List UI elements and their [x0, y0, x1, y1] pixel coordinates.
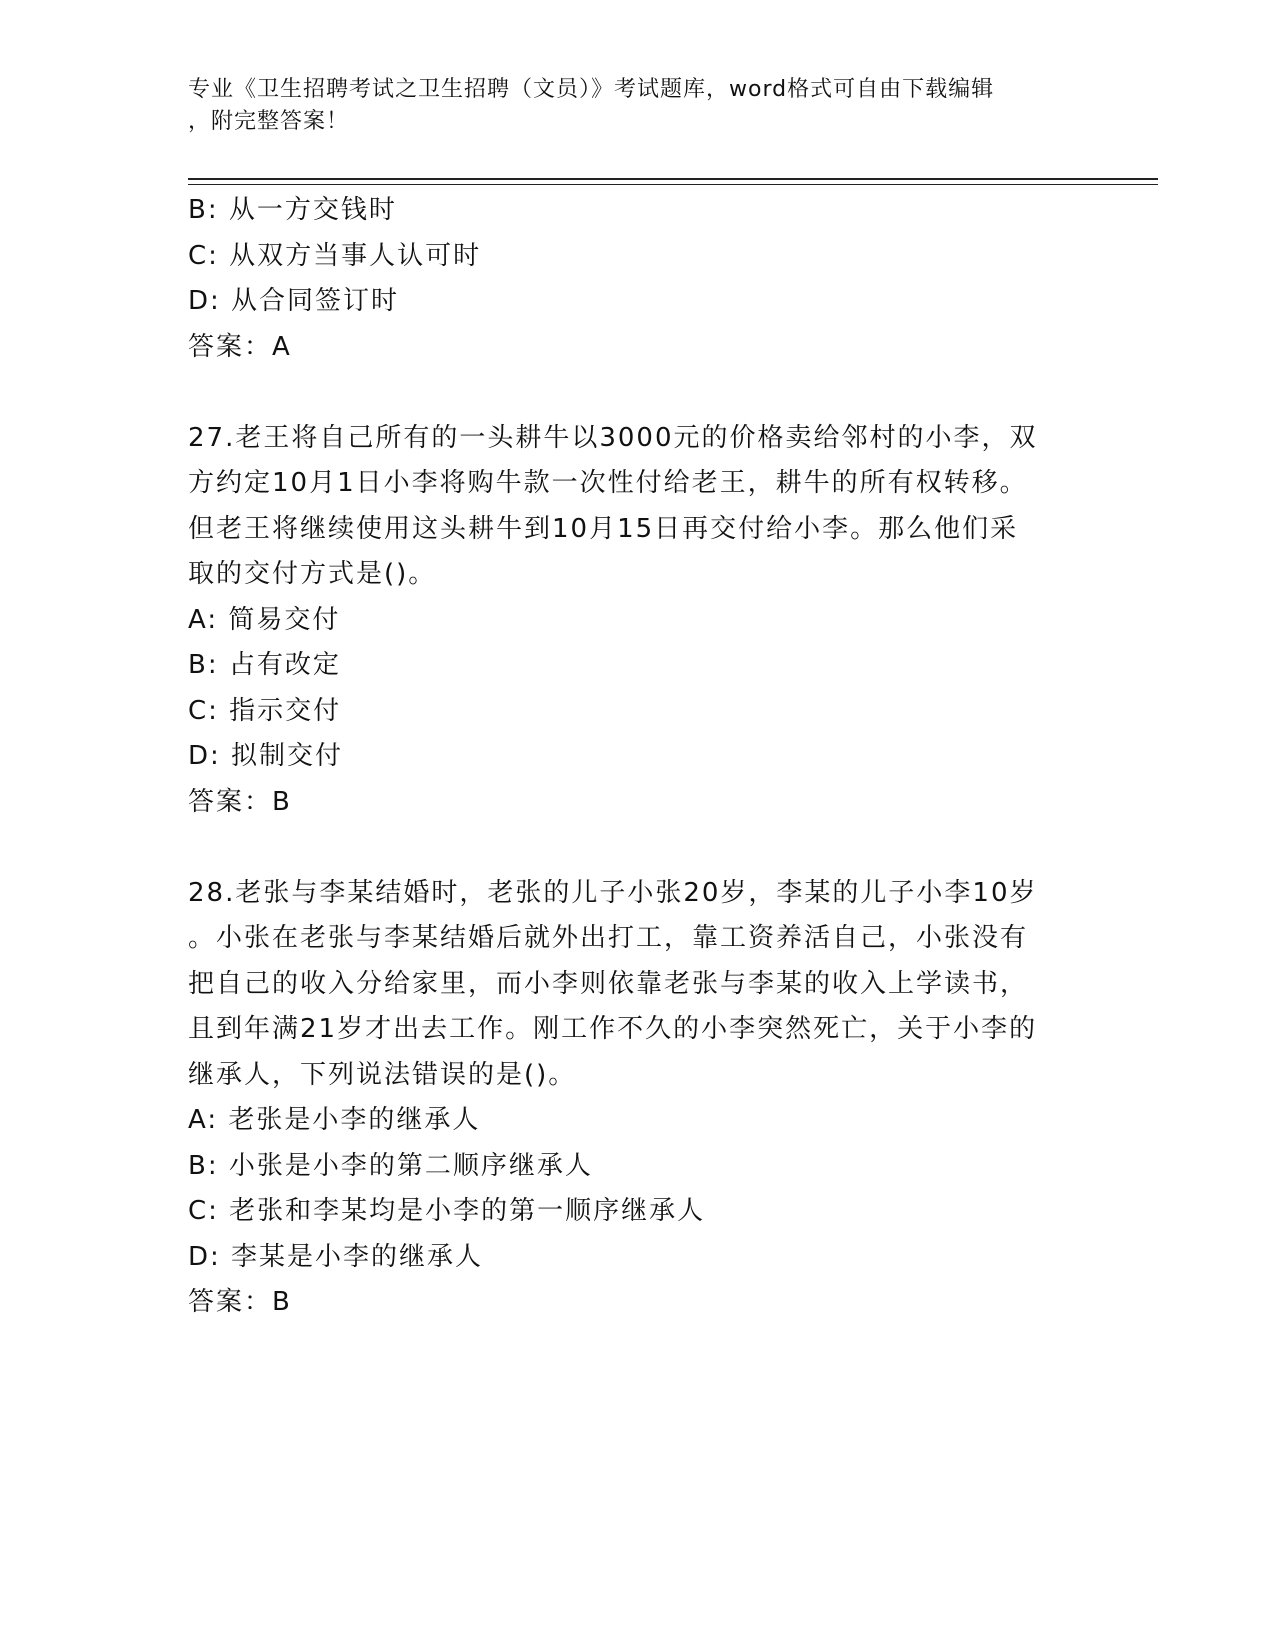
question-text-line: 把自己的收入分给家里，而小李则依靠老张与李某的收入上学读书，	[188, 968, 1029, 999]
spacer	[188, 370, 1088, 416]
prev-question	[188, 188, 1088, 370]
question-text-line: 。小张在老张与李某结婚后就外出打工，靠工资养活自己，小张没有	[188, 923, 1029, 953]
option-c: C: 指示交付	[188, 695, 342, 726]
question-text-line: 但老王将继续使用这头耕牛到10月15日再交付给小李。那么他们采	[188, 513, 1019, 544]
header-divider-thick	[188, 178, 1158, 180]
option-a: A: 老张是小李的继承人	[188, 1105, 481, 1135]
question-text-line: 方约定10月1日小李将购牛款一次性付给老王，耕牛的所有权转移。	[188, 468, 1028, 498]
answer-line: 答案：B	[188, 786, 292, 817]
option-c: C: 从双方当事人认可时	[188, 240, 482, 271]
question-28	[188, 871, 1088, 1326]
option-b: B: 从一方交钱时	[188, 195, 397, 225]
question-text-line: 28.老张与李某结婚时，老张的儿子小张20岁，李某的儿子小李10岁	[188, 877, 1038, 908]
question-text-line: 继承人，下列说法错误的是()。	[188, 1059, 577, 1090]
option-c: C: 老张和李某均是小李的第一顺序继承人	[188, 1196, 706, 1226]
answer-line: 答案：A	[188, 331, 292, 362]
question-text-line: 且到年满21岁才出去工作。刚工作不久的小李突然死亡，关于小李的	[188, 1014, 1038, 1044]
header-divider-thin	[188, 184, 1158, 185]
option-a: A: 简易交付	[188, 604, 341, 635]
question-27	[188, 416, 1088, 826]
option-d: D: 李某是小李的继承人	[188, 1241, 484, 1272]
question-text-line: 27.老王将自己所有的一头耕牛以3000元的价格卖给邻村的小李，双	[188, 422, 1038, 453]
header-line-2: ，附完整答案！	[188, 109, 350, 134]
option-d: D: 拟制交付	[188, 741, 344, 771]
option-b: B: 小张是小李的第二顺序继承人	[188, 1150, 593, 1181]
question-content	[188, 188, 1088, 1326]
option-b: B: 占有改定	[188, 650, 341, 680]
document-header	[188, 74, 1068, 138]
question-text-line: 取的交付方式是()。	[188, 559, 437, 589]
answer-line: 答案：B	[188, 1287, 292, 1317]
spacer	[188, 825, 1088, 871]
option-d: D: 从合同签订时	[188, 286, 400, 316]
header-line-1: 专业《卫生招聘考试之卫生招聘（文员）》考试题库，word格式可自由下载编辑	[188, 77, 995, 102]
